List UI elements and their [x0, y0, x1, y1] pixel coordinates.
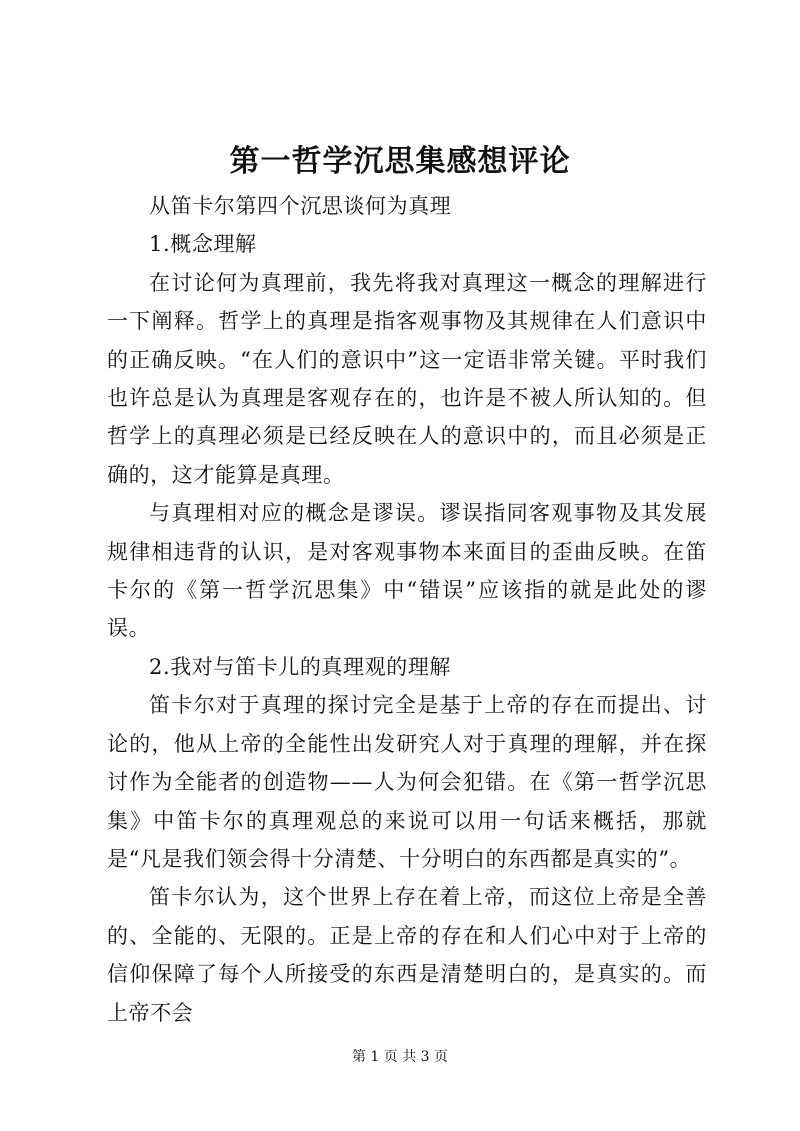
body-paragraph: 笛卡尔对于真理的探讨完全是基于上帝的存在而提出、讨论的，他从上帝的全能性出发研究人对于真理的理解，并在探讨作为全能者的创造物——人为何会犯错。在《第一哲学沉思集》中笛卡尔的真理观总的来说可以用一句话来概括，那就是“凡是我们领会得十分清楚、十分明白的东西都是真实的”。	[107, 693, 707, 871]
body-paragraph: 笛卡尔认为，这个世界上存在着上帝，而这位上帝是全善的、全能的、无限的。正是上帝的存在和人们心中对于上帝的信仰保障了每个人所接受的东西是清楚明白的，是真实的。而上帝不会	[107, 885, 707, 1025]
section-heading-2: 2.我对与笛卡儿的真理观的理解	[149, 654, 452, 679]
page-number-footer: 第 1 页 共 3 页	[351, 1049, 449, 1065]
subtitle-paragraph: 从笛卡尔第四个沉思谈何为真理	[149, 194, 452, 218]
document-title: 第一哲学沉思集感想评论	[229, 144, 571, 179]
body-paragraph: 在讨论何为真理前，我先将我对真理这一概念的理解进行一下阐释。哲学上的真理是指客观事物及其规律在人们意识中的正确反映。“在人们的意识中”这一定语非常关键。平时我们也许总是认为真理是客观存在的，也许是不被人所认知的。但哲学上的真理必须是已经反映在人的意识中的，而且必须是正确的，这才能算是真理。	[107, 270, 707, 487]
body-paragraph: 与真理相对应的概念是谬误。谬误指同客观事物及其发展规律相违背的认识，是对客观事物本来面目的歪曲反映。在笛卡尔的《第一哲学沉思集》中“错误”应该指的就是此处的谬误。	[107, 501, 707, 641]
document-body	[107, 187, 707, 1032]
section-heading-1: 1.概念理解	[149, 232, 257, 257]
